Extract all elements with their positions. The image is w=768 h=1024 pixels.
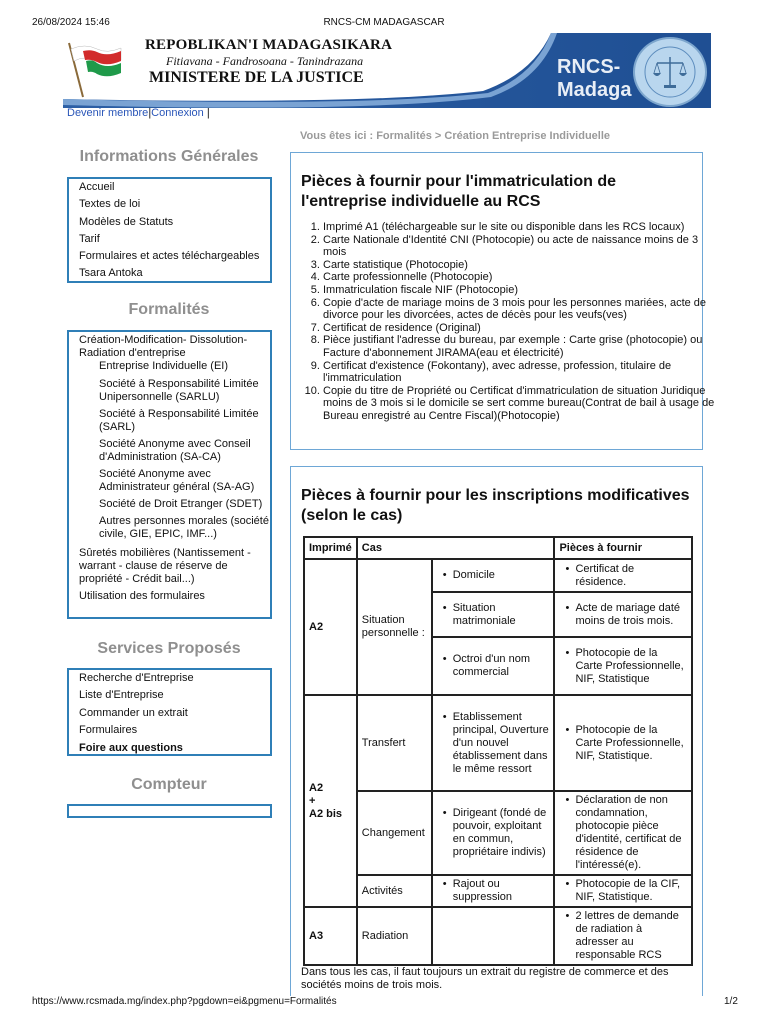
list-item: 6. Copie d'acte de mariage moins de 3 mois pour les personnes mariées, acte de divorce pour les divorcées, actes de décès pour les veufs(ves) xyxy=(323,297,723,322)
top-links-separator: | xyxy=(148,107,152,119)
table-row xyxy=(304,695,692,791)
menu-item-formulaires[interactable]: Formulaires xyxy=(79,724,138,737)
menu-item-creation-modification[interactable]: Création-Modification- Dissolution-Radiation d'entreprise xyxy=(79,334,248,359)
list-item: 4. Carte professionnelle (Photocopie) xyxy=(323,271,723,284)
cell-a2: A2 xyxy=(304,559,357,695)
cell-text: Acte de mariage daté moins de trois mois. xyxy=(575,601,681,627)
seal-icon xyxy=(633,37,707,107)
cell-lettres: • 2 lettres de demande de radiation à adresser au responsable RCS xyxy=(554,907,692,965)
cell-photocopie-1: • Photocopie de la Carte Professionnelle, NIF, Statistique xyxy=(554,637,692,695)
list-item: 5. Immatriculation fiscale NIF (Photocopie) xyxy=(323,284,723,297)
compteur-heading: Compteur xyxy=(131,776,207,793)
banner-line3: MINISTERE DE LA JUSTICE xyxy=(149,69,364,86)
formalites-heading: Formalités xyxy=(128,301,210,318)
list-item: 9. Certificat d'existence (Fokontany), avec adresse, profession, titulaire de l'immatriculation xyxy=(323,360,723,385)
rncs-title xyxy=(557,56,631,102)
formalites-menu xyxy=(67,330,272,619)
cell-text: Rajout ou suppression xyxy=(452,878,513,903)
table-header-row xyxy=(304,537,692,559)
cell-text: Déclaration de non condamnation, photocopie pièce d'identité, certificat de résidence de l'intéressé(e). xyxy=(575,794,682,871)
menu-item-accueil[interactable]: Accueil xyxy=(79,181,115,193)
menu-item-tarif[interactable]: Tarif xyxy=(79,232,100,245)
rncs-line1: RNCS- xyxy=(557,56,621,78)
submenu-item-sa-ca[interactable]: Société Anonyme avec Conseil d'Administration (SA-CA) xyxy=(99,438,251,463)
cell-text: Photocopie de la Carte Professionnelle, NIF, Statistique. xyxy=(575,723,684,762)
top-links xyxy=(67,107,210,119)
site-banner xyxy=(63,33,711,108)
menu-item-faq[interactable]: Foire aux questions xyxy=(79,741,183,754)
table-row xyxy=(304,559,692,592)
required-documents-list xyxy=(301,221,723,423)
menu-item-formulaires-actes[interactable]: Formulaires et actes téléchargeables xyxy=(79,250,260,263)
menu-item-suretes[interactable]: Sûretés mobilières (Nantissement - warrant - clause de réserve de propriété - Crédit bail...) xyxy=(79,547,251,585)
footer-note: Dans tous les cas, il faut toujours un extrait du registre de commerce et des sociétés moins de trois mois. xyxy=(301,966,669,991)
menu-item-tsara-antoka[interactable]: Tsara Antoka xyxy=(79,267,143,280)
cell-dirigeant: • Dirigeant (fondé de pouvoir, exploitant en commun, propriétaire indivis) xyxy=(432,791,555,875)
cell-acte-mariage: • Acte de mariage daté moins de trois mois. xyxy=(554,592,692,637)
banner-line1: REPOBLIKAN'I MADAGASIKARA xyxy=(145,37,393,53)
print-date: 26/08/2024 15:46 xyxy=(32,17,110,28)
cell-a2-bis xyxy=(304,695,357,907)
menu-item-liste[interactable]: Liste d'Entreprise xyxy=(79,689,164,702)
cell-text: Photocopie de la CIF, NIF, Statistique. xyxy=(575,878,681,903)
header-pieces: Pièces à fournir xyxy=(554,537,692,559)
menu-item-commander-extrait[interactable]: Commander un extrait xyxy=(79,706,188,719)
cell-text: Photocopie de la Carte Professionnelle, NIF, Statistique xyxy=(575,646,684,685)
menu-item-recherche[interactable]: Recherche d'Entreprise xyxy=(79,672,194,684)
info-generales-heading: Informations Générales xyxy=(79,148,259,165)
cell-transfert: Transfert xyxy=(357,695,432,791)
rncs-line2: Madaga xyxy=(557,79,632,101)
banner-line2: Fitiavana - Fandrosoana - Tanindrazana xyxy=(166,54,364,68)
cell-sit-matri: • Situation matrimoniale xyxy=(432,592,555,637)
submenu-item-ei[interactable]: Entreprise Individuelle (EI) xyxy=(99,360,229,372)
cell-text: + xyxy=(309,794,316,807)
services-heading: Services Proposés xyxy=(97,640,241,657)
list-item: 2. Carte Nationale d'Identité CNI (Photocopie) ou acte de naissance moins de 3 mois xyxy=(323,234,723,259)
compteur-box xyxy=(67,804,272,818)
cell-changement: Changement xyxy=(357,791,432,875)
cell-photocopie-2: • Photocopie de la Carte Professionnelle, NIF, Statistique. xyxy=(554,695,692,791)
seal-scales-icon xyxy=(635,39,705,105)
cell-certif-res: • Certificat de résidence. xyxy=(554,559,692,592)
list-item: 8. Pièce justifiant l'adresse du bureau, par exemple : Carte grise (photocopie) ou Facture d'abonnement JIRAMA(eau et électricité) xyxy=(323,334,723,359)
modifications-panel xyxy=(290,466,703,996)
submenu-item-sarl[interactable]: Société à Responsabilité Limitée (SARL) xyxy=(99,408,259,433)
cell-octroi: • Octroi d'un nom commercial xyxy=(432,637,555,695)
cell-photocopie-cif: • Photocopie de la CIF, NIF, Statistique. xyxy=(554,875,692,907)
cell-text: Domicile xyxy=(452,569,495,581)
cell-radiation: Radiation xyxy=(357,907,432,965)
cell-text: A2 xyxy=(309,781,324,794)
list-item: 1. Imprimé A1 (téléchargeable sur le site ou disponible dans les RCS locaux) xyxy=(323,221,723,234)
cell-a3: A3 xyxy=(304,907,357,965)
cell-text: Dirigeant (fondé de pouvoir, exploitant en commun, propriétaire indivis) xyxy=(452,807,547,858)
submenu-item-sarlu[interactable]: Société à Responsabilité Limitée Unipersonnelle (SARLU) xyxy=(99,378,259,403)
cell-text: Etablissement principal, Ouverture d'un nouvel établissement dans le même ressort xyxy=(452,710,549,775)
formalites-submenu xyxy=(79,360,269,541)
cell-rajout: • Rajout ou suppression xyxy=(432,875,555,907)
menu-item-utilisation[interactable]: Utilisation des formulaires xyxy=(79,590,205,602)
header-cas: Cas xyxy=(357,537,555,559)
devenir-membre-link[interactable]: Devenir membre xyxy=(67,107,149,119)
services-menu xyxy=(67,668,272,756)
submenu-item-sa-ag[interactable]: Société Anonyme avec Administrateur général (SA-AG) xyxy=(99,468,255,493)
list-item: 10. Copie du titre de Propriété ou Certificat d'immatriculation de situation Juridique moins de 3 mois si le domicile se sert comme bureau(Contrat de bail à usage de Bureau enregistré au Centre Fiscal)(Photocopie) xyxy=(323,385,723,423)
flag-icon xyxy=(63,39,127,99)
print-page-number: 1/2 xyxy=(724,996,738,1007)
print-url: https://www.rcsmada.mg/index.php?pgdown=ei&pgmenu=Formalités xyxy=(32,996,337,1007)
cell-text: Octroi d'un nom commercial xyxy=(452,653,531,678)
cell-empty xyxy=(432,907,555,965)
table-row xyxy=(304,907,692,965)
info-generales-menu xyxy=(67,177,272,283)
modifications-table xyxy=(303,536,693,966)
cell-activites: Activités xyxy=(357,875,432,907)
table-row xyxy=(304,791,692,875)
cell-etablissement: • Etablissement principal, Ouverture d'un nouvel établissement dans le même ressort xyxy=(432,695,555,791)
submenu-item-sdet[interactable]: Société de Droit Etranger (SDET) xyxy=(99,498,263,510)
menu-item-textes-de-loi[interactable]: Textes de loi xyxy=(79,198,141,211)
menu-item-modeles-statuts[interactable]: Modèles de Statuts xyxy=(79,215,174,228)
immatriculation-panel xyxy=(290,152,715,450)
header-imprime: Imprimé xyxy=(304,537,357,559)
immatriculation-title: Pièces à fournir pour l'immatriculation de l'entreprise individuelle au RCS xyxy=(301,173,616,210)
print-title: RNCS-CM MADAGASCAR xyxy=(323,17,445,28)
list-item: 7. Certificat de residence (Original) xyxy=(323,322,723,335)
top-links-separator: | xyxy=(206,107,210,119)
cell-text: A2 bis xyxy=(309,807,343,820)
table-row xyxy=(304,875,692,907)
cell-text: 2 lettres de demande de radiation à adresser au responsable RCS xyxy=(575,910,679,961)
breadcrumb: Vous êtes ici : Formalités > Création Entreprise Individuelle xyxy=(300,130,611,142)
cell-text: Situation matrimoniale xyxy=(452,601,516,627)
cell-situation: Situation personnelle : xyxy=(357,559,432,695)
connexion-link[interactable]: Connexion xyxy=(151,107,204,119)
modifications-title: Pièces à fournir pour les inscriptions modificatives (selon le cas) xyxy=(301,487,690,524)
cell-declaration: • Déclaration de non condamnation, photocopie pièce d'identité, certificat de résidence de l'intéressé(e). xyxy=(554,791,692,875)
submenu-item-autres[interactable]: Autres personnes morales (société civile, GIE, EPIC, IMF...) xyxy=(99,515,269,540)
cell-text: Certificat de résidence. xyxy=(575,562,635,588)
list-item: 3. Carte statistique (Photocopie) xyxy=(323,259,723,272)
cell-domicile: • Domicile xyxy=(432,559,555,592)
